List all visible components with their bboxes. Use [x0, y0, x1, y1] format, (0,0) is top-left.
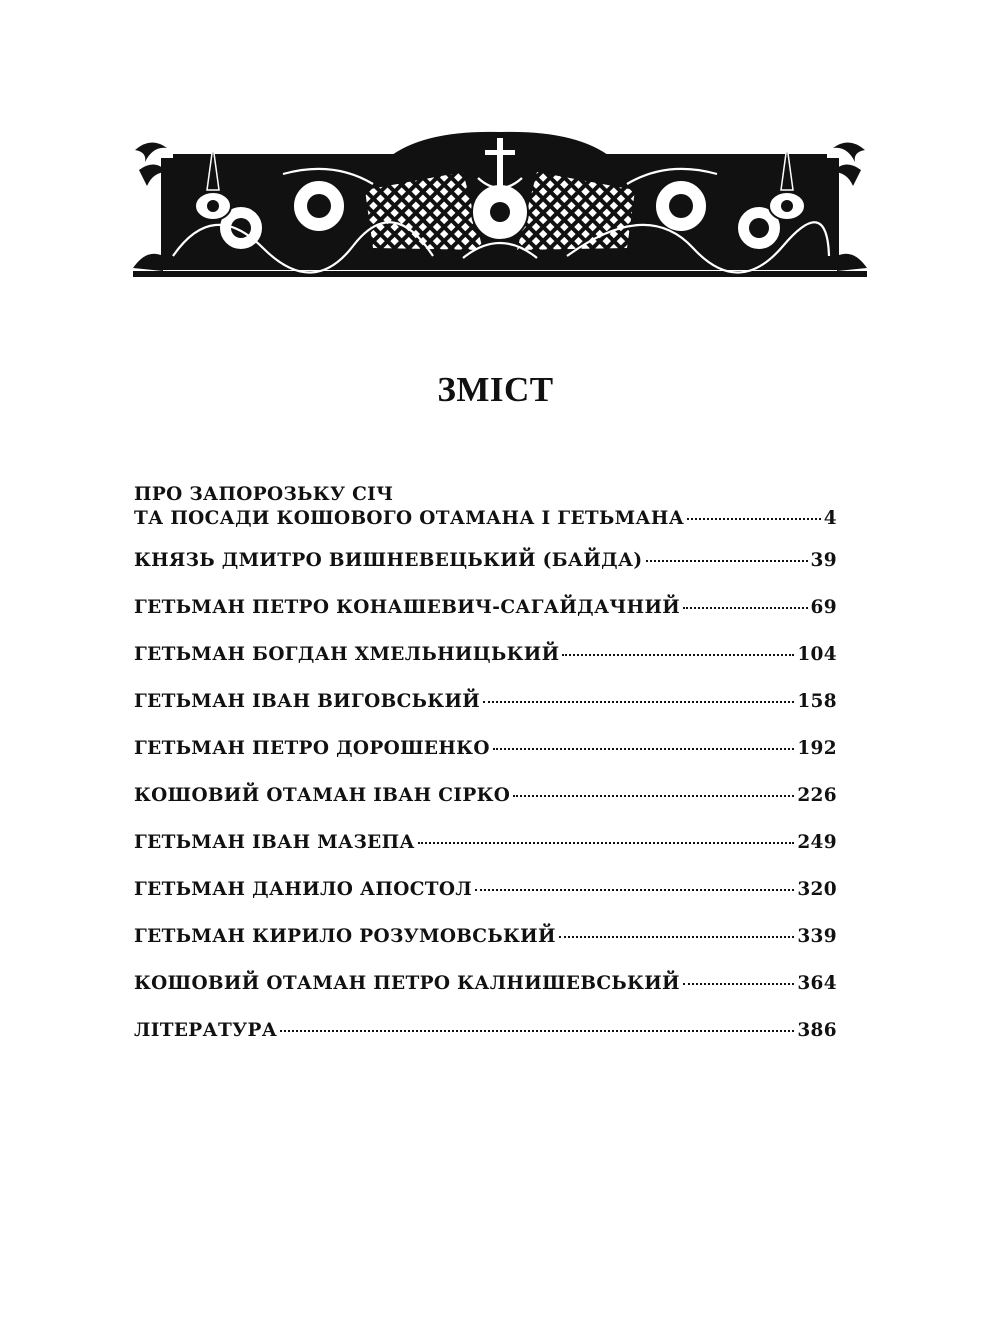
toc-entry-title: ГЕТЬМАН КИРИЛО РОЗУМОВСЬКИЙ: [134, 926, 556, 947]
toc-entry-page: 158: [797, 691, 837, 712]
dot-leader: [562, 654, 794, 656]
dot-leader: [683, 607, 807, 609]
toc-entry-title: ГЕТЬМАН БОГДАН ХМЕЛЬНИЦЬКИЙ: [134, 644, 560, 665]
toc-entry-title: КНЯЗЬ ДМИТРО ВИШНЕВЕЦЬКИЙ (БАЙДА): [134, 550, 643, 571]
toc-entry[interactable]: [134, 919, 837, 955]
dot-leader: [646, 560, 808, 562]
dot-leader: [683, 983, 794, 985]
toc-entry[interactable]: [134, 590, 837, 626]
toc-entry-page: 386: [797, 1020, 837, 1041]
toc-entry[interactable]: [134, 825, 837, 861]
toc-entry-title-line1: ПРО ЗАПОРОЗЬКУ СІЧ: [134, 484, 394, 505]
toc-entry-page: 226: [797, 785, 837, 806]
toc-entry-title: ГЕТЬМАН ПЕТРО КОНАШЕВИЧ-САГАЙДАЧНИЙ: [134, 597, 681, 618]
toc-entry[interactable]: [134, 484, 837, 532]
toc-entry-page: 339: [797, 926, 837, 947]
toc-entry-title: ГЕТЬМАН ІВАН ВИГОВСЬКИЙ: [134, 691, 481, 712]
toc-entry[interactable]: [134, 637, 837, 673]
toc-entry[interactable]: [134, 1013, 837, 1049]
dot-leader: [475, 889, 794, 891]
toc-entry-title: ГЕТЬМАН ДАНИЛО АПОСТОЛ: [134, 879, 473, 900]
toc-entry-page: 4: [823, 508, 837, 529]
toc-entry-title: КОШОВИЙ ОТАМАН ІВАН СІРКО: [134, 785, 511, 806]
toc-entry-title: ГЕТЬМАН ПЕТРО ДОРОШЕНКО: [134, 738, 490, 759]
dot-leader: [493, 748, 795, 750]
toc-entry-title: ГЕТЬМАН ІВАН МАЗЕПА: [134, 832, 415, 853]
dot-leader: [559, 936, 795, 938]
toc-entry-page: 39: [810, 550, 837, 571]
toc-entry[interactable]: [134, 684, 837, 720]
toc-entry-title: ЛІТЕРАТУРА: [134, 1020, 278, 1041]
toc-entry[interactable]: [134, 543, 837, 579]
page-title: ЗМІСТ: [437, 370, 554, 409]
toc-entry-title: ТА ПОСАДИ КОШОВОГО ОТАМАНА І ГЕТЬМАНА: [134, 508, 685, 529]
toc-entry-page: 69: [810, 597, 837, 618]
dot-leader: [280, 1030, 794, 1032]
dot-leader: [418, 842, 795, 844]
toc-entry-page: 192: [797, 738, 837, 759]
floral-ornament-banner-icon: [133, 128, 867, 278]
toc-entry-page: 364: [797, 973, 837, 994]
toc-entry-page: 249: [797, 832, 837, 853]
dot-leader: [513, 795, 794, 797]
toc-entry-title: КОШОВИЙ ОТАМАН ПЕТРО КАЛНИШЕВСЬКИЙ: [134, 973, 680, 994]
dot-leader: [483, 701, 794, 703]
table-of-contents: [134, 482, 837, 1060]
toc-entry[interactable]: [134, 731, 837, 767]
toc-entry[interactable]: [134, 966, 837, 1002]
toc-entry-page: 320: [797, 879, 837, 900]
toc-entry[interactable]: [134, 778, 837, 814]
toc-entry[interactable]: [134, 872, 837, 908]
dot-leader: [687, 518, 821, 520]
toc-entry-page: 104: [797, 644, 837, 665]
